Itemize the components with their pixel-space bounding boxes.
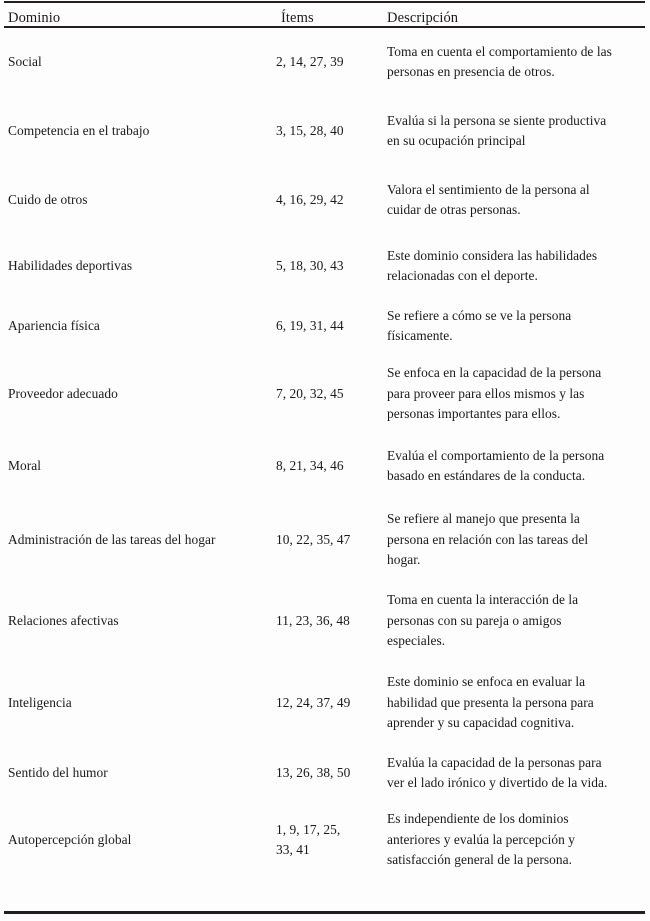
cell-domain: Cuido de otros xyxy=(8,191,88,207)
cell-domain: Inteligencia xyxy=(8,694,72,710)
table-header xyxy=(0,0,650,27)
description-line: ver el lado irónico y divertido de la vida. xyxy=(387,775,608,790)
description-line: basado en estándares de la conducta. xyxy=(387,468,586,483)
description-line: Valora el sentimiento de la persona al xyxy=(387,181,590,197)
cell-items xyxy=(272,355,378,433)
cell-items xyxy=(272,97,378,165)
cell-domain: Proveedor adecuado xyxy=(8,385,118,401)
cell-domain: Habilidades deportivas xyxy=(8,257,133,273)
cell-domain: Autopercepción global xyxy=(8,831,132,847)
cell-items xyxy=(272,235,378,297)
cell-description xyxy=(378,297,650,355)
items-value xyxy=(276,611,360,632)
cell-items xyxy=(272,745,378,801)
description-line: Toma en cuenta la interacción de la xyxy=(387,592,579,608)
cell-description xyxy=(378,235,650,297)
description-line: cuidar de otras personas. xyxy=(387,202,521,217)
items-value xyxy=(276,530,360,551)
description-line: Evalúa el comportamiento de la persona xyxy=(387,447,605,463)
description-line: Evalúa si la persona se siente productiva xyxy=(387,112,607,128)
items-value xyxy=(276,256,360,277)
description-line: físicamente. xyxy=(387,328,453,343)
table-row xyxy=(0,97,650,165)
cell-items xyxy=(272,581,378,661)
cell-description xyxy=(378,745,650,801)
table-row xyxy=(0,235,650,297)
items-line: 8, 21, 34, 46 xyxy=(276,457,344,473)
description-line: Toma en cuenta el comportamiento de las xyxy=(387,43,612,59)
column-header-domain: Dominio xyxy=(8,10,61,26)
description-line: aprender y su capacidad cognitiva. xyxy=(387,715,575,731)
table-row xyxy=(0,499,650,581)
cell-description xyxy=(378,801,650,879)
table-row xyxy=(0,581,650,661)
items-value xyxy=(276,121,360,142)
table-row xyxy=(0,27,650,97)
table-row xyxy=(0,433,650,499)
cell-domain: Moral xyxy=(8,457,41,473)
table-row xyxy=(0,355,650,433)
items-value xyxy=(276,820,360,861)
items-value xyxy=(276,384,360,405)
description-line: para proveer para ellos mismos y las xyxy=(387,385,585,401)
description-line: hogar. xyxy=(387,552,421,568)
cell-domain: Administración de las tareas del hogar xyxy=(8,531,216,547)
cell-description xyxy=(378,97,650,165)
items-line: 1, 9, 17, 25, xyxy=(276,821,341,837)
description-line: personas con su pareja o amigos xyxy=(387,612,562,628)
description-line: Este dominio considera las habilidades xyxy=(387,247,598,263)
description-line: Se refiere al manejo que presenta la xyxy=(387,511,580,527)
items-value xyxy=(276,763,360,784)
column-header-items: Ítems xyxy=(281,10,314,26)
table-row xyxy=(0,661,650,745)
description-line: Evalúa la capacidad de la personas para xyxy=(387,754,602,770)
table-row xyxy=(0,165,650,235)
items-value xyxy=(276,52,360,73)
table-bottom-rule xyxy=(4,911,645,914)
description-line: persona en relación con las tareas del xyxy=(387,531,589,547)
table-body xyxy=(0,27,650,879)
cell-description xyxy=(378,433,650,499)
table-row xyxy=(0,297,650,355)
items-line: 7, 20, 32, 45 xyxy=(276,385,344,401)
cell-items xyxy=(272,433,378,499)
cell-description xyxy=(378,27,650,97)
items-line: 5, 18, 30, 43 xyxy=(276,257,344,273)
cell-domain: Relaciones afectivas xyxy=(8,612,119,628)
cell-items xyxy=(272,165,378,235)
items-value xyxy=(276,190,360,211)
items-value xyxy=(276,456,360,477)
table-row xyxy=(0,745,650,801)
items-line: 13, 26, 38, 50 xyxy=(276,764,351,780)
cell-description xyxy=(378,165,650,235)
cell-items xyxy=(272,27,378,97)
items-line: 2, 14, 27, 39 xyxy=(276,53,344,69)
cell-domain: Apariencia física xyxy=(8,317,100,333)
cell-description xyxy=(378,581,650,661)
items-line: 4, 16, 29, 42 xyxy=(276,191,344,207)
cell-description xyxy=(378,499,650,581)
items-value xyxy=(276,316,360,337)
items-line: 3, 15, 28, 40 xyxy=(276,122,344,138)
description-line: Se enfoca en la capacidad de la persona xyxy=(387,365,602,381)
description-line: especiales. xyxy=(387,633,446,649)
items-line: 10, 22, 35, 47 xyxy=(276,531,351,547)
cell-description xyxy=(378,661,650,745)
description-line: relacionadas con el deporte. xyxy=(387,268,538,283)
cell-domain: Competencia en el trabajo xyxy=(8,122,150,138)
description-line: Este dominio se enfoca en evaluar la xyxy=(387,674,586,690)
cell-items xyxy=(272,297,378,355)
description-line: habilidad que presenta la persona para xyxy=(387,694,594,710)
description-line: Es independiente de los dominios xyxy=(387,811,569,827)
description-line: en su ocupación principal xyxy=(387,133,526,148)
description-line: personas importantes para ellos. xyxy=(387,406,561,422)
header-row xyxy=(0,0,650,27)
items-line: 33, 41 xyxy=(276,842,310,857)
cell-items xyxy=(272,661,378,745)
cell-description xyxy=(378,355,650,433)
description-line: Se refiere a cómo se ve la persona xyxy=(387,307,572,323)
description-line: satisfacción general de la persona. xyxy=(387,852,573,868)
items-line: 12, 24, 37, 49 xyxy=(276,694,351,710)
description-line: personas en presencia de otros. xyxy=(387,64,555,79)
cell-domain: Social xyxy=(8,53,42,69)
table-row xyxy=(0,801,650,879)
cell-items xyxy=(272,499,378,581)
description-line: anteriores y evalúa la percepción y xyxy=(387,831,576,847)
column-header-description: Descripción xyxy=(387,10,459,26)
items-line: 6, 19, 31, 44 xyxy=(276,317,344,333)
items-value xyxy=(276,693,360,714)
cell-items xyxy=(272,801,378,879)
items-line: 11, 23, 36, 48 xyxy=(276,612,350,628)
cell-domain: Sentido del humor xyxy=(8,764,108,780)
